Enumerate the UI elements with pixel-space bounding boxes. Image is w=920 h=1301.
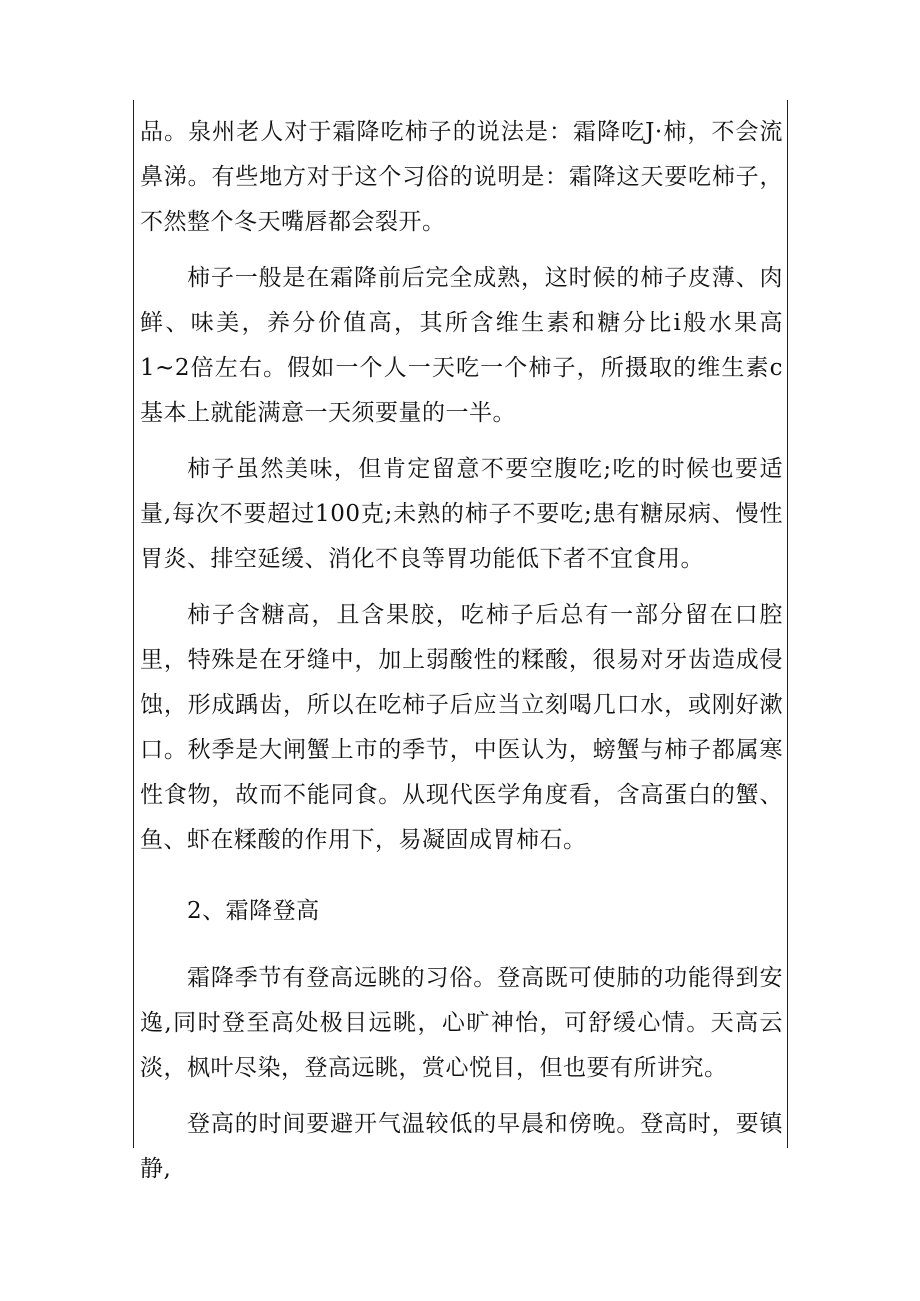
left-border-line	[133, 100, 134, 1148]
section-heading: 2、霜降登高	[187, 898, 320, 924]
paragraph-persimmon-teeth: 柿子含糖高，且含果胶，吃柿子后总有一部分留在口腔里，特殊是在牙缝中，加上弱酸性的糅酸，很易对牙齿造成侵蚀，形成踽齿，所以在吃柿子后应当立刻喝几口水，或刚好漱口。秋季是大闸蟹上市的季节，中医认为，螃蟹与柿子都属寒性食物，故而不能同食。从现代医学角度看，含高蛋白的蟹、鱼、虾在糅酸的作用下，易凝固成胃柿石。	[140, 602, 783, 853]
paragraph-climbing-time: 登高的时间要避开气温较低的早晨和傍晚。登高时，要镇静,	[140, 1111, 783, 1182]
paragraph-persimmon-custom: 品。泉州老人对于霜降吃柿子的说法是：霜降吃J·柿，不会流鼻涕。有些地方对于这个习俗的说明是：霜降这天要吃柿子，不然整个冬天嘴唇都会裂开。	[140, 119, 783, 235]
paragraph-persimmon-caution: 柿子虽然美味，但肯定留意不要空腹吃;吃的时候也要适量,每次不要超过100克;未熟的柿子不要吃;患有糖尿病、慢性胃炎、排空延缓、消化不良等胃功能低下者不宜食用。	[140, 456, 783, 572]
right-border-line	[787, 100, 788, 1148]
paragraph-climbing-custom: 霜降季节有登高远眺的习俗。登高既可使肺的功能得到安逸,同时登至高处极目远眺，心旷神怡，可舒缓心情。天高云淡，枫叶尽染，登高远眺，赏心悦目，但也要有所讲究。	[140, 965, 783, 1081]
document-body	[140, 110, 783, 1192]
paragraph-persimmon-nutrition: 柿子一般是在霜降前后完全成熟，这时候的柿子皮薄、肉鲜、味美，养分价值高，其所含维生素和糖分比i般水果高1~2倍左右。假如一个人一天吃一个柿子，所摄取的维生素c基本上就能满意一天须要量的一半。	[140, 265, 783, 426]
